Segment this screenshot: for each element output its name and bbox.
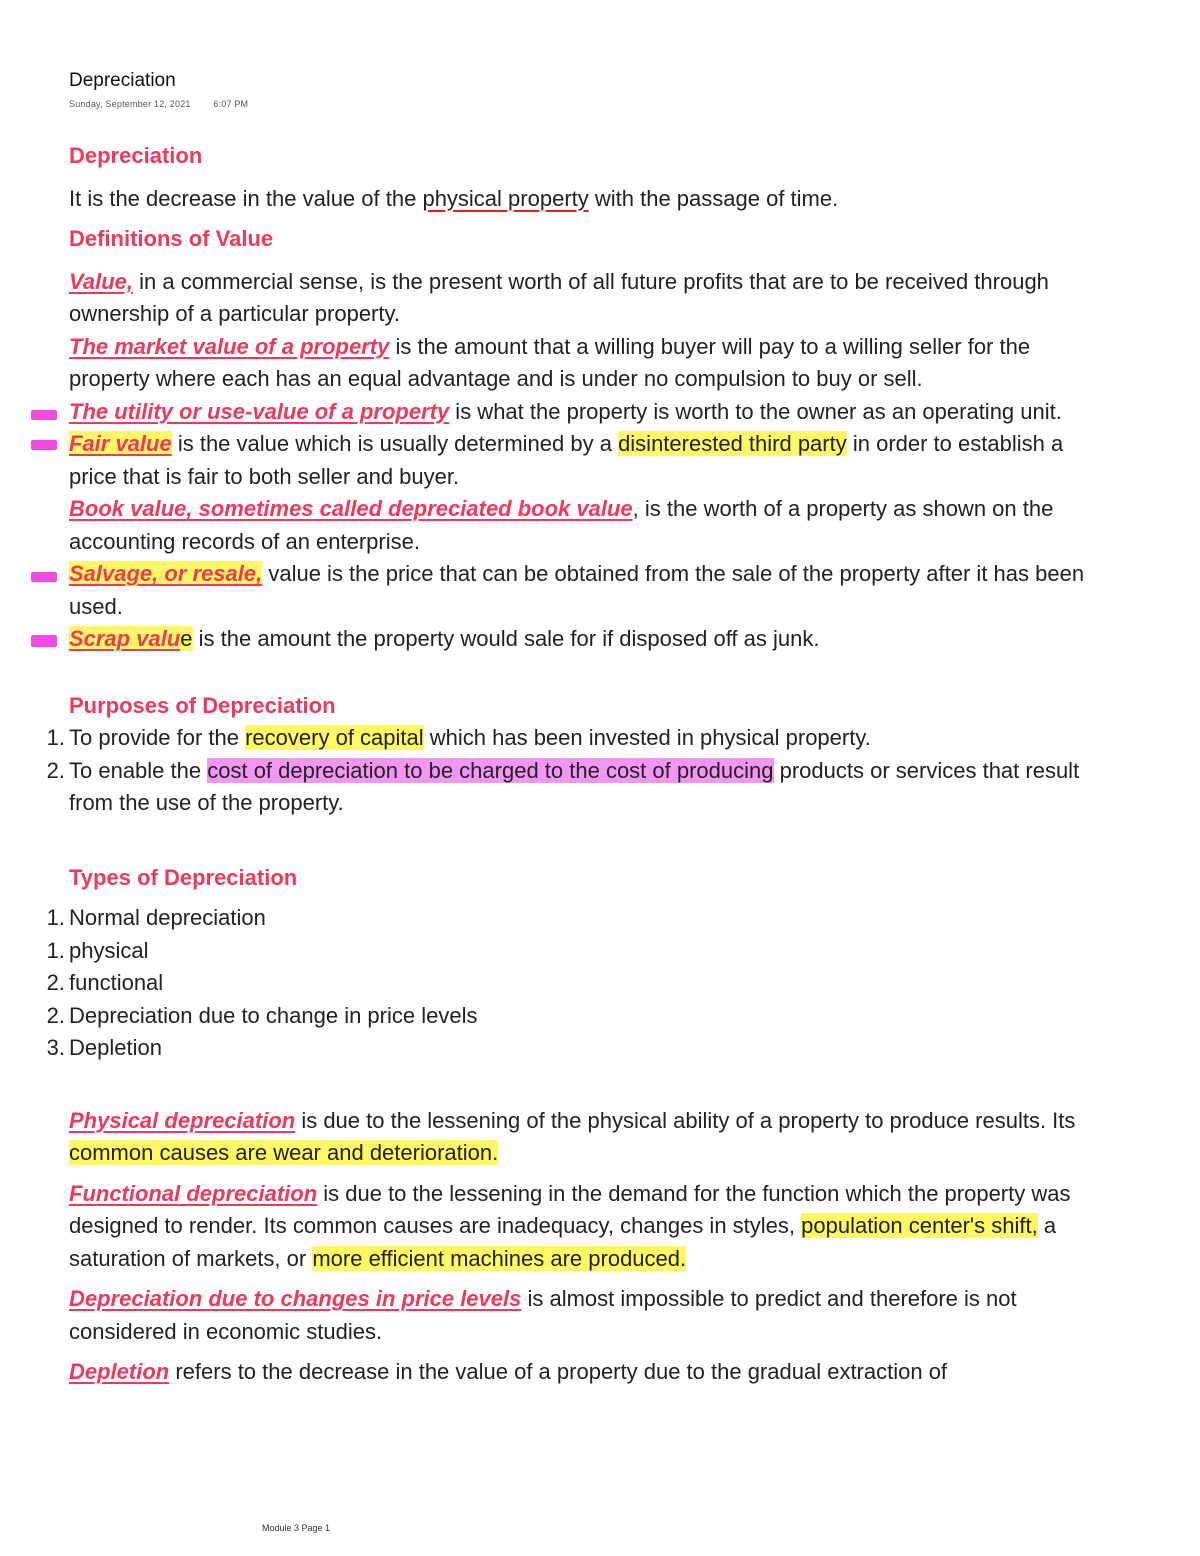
purpose-text-end: products or services that result from the use of the property. (69, 757, 1080, 815)
list-item (46, 722, 1099, 755)
def-value (69, 266, 1099, 331)
def-market-value (69, 331, 1099, 396)
list-item (46, 755, 1099, 820)
depletion-text: refers to the decrease in the value of a property due to the gradual extraction of (169, 1359, 948, 1384)
list-number: 1. (46, 905, 65, 930)
def-value-text: in a commercial sense, is the present worth of all future profits that are to be received through ownership of a particular property. (69, 268, 1049, 326)
term-market-value: The market value of a property (69, 333, 390, 359)
highlight-cost-of-depreciation: cost of depreciation to be charged to the cost of producing (207, 757, 774, 783)
term-depletion: Depletion (69, 1359, 170, 1384)
list-number: 1. (46, 937, 65, 963)
highlight-disinterested-third-party: disinterested third party (618, 431, 847, 456)
term-physical-depreciation: Physical depreciation (69, 1107, 296, 1133)
heading-types: Types of Depreciation (69, 864, 298, 890)
highlight-scrap-e: e (180, 626, 193, 651)
term-price-level-depreciation: Depreciation due to changes in price levels (69, 1286, 522, 1311)
term-fair-value: Fair value (69, 431, 172, 456)
term-salvage-value: Salvage, or resale, (69, 561, 263, 586)
def-fair-value (69, 428, 1099, 493)
list-item (46, 1032, 1099, 1065)
purposes-list (46, 722, 1099, 820)
physical-text: is due to the lessening of the physical ability of a property to produce results. Its (295, 1107, 1076, 1133)
definition-text-end: with the passage of time. (588, 185, 839, 211)
note-time: 6:07 PM (213, 99, 249, 109)
note-timestamp (69, 99, 268, 109)
def-market-text: is the amount that a willing buyer will pay to a willing seller for the property where each has an equal advantage and is under no compulsion to buy or sell. (69, 333, 1031, 391)
margin-marker (31, 410, 57, 420)
page-footer: Module 3 Page 1 (262, 1523, 331, 1533)
list-number: 2. (46, 1002, 65, 1028)
functional-text: is due to the lessening in the demand for the function which the property was designed to render. Its common causes are inadequacy, changes in styles, (69, 1180, 1071, 1238)
price-text: is almost impossible to predict and therefore is not considered in economic studies. (69, 1286, 1017, 1344)
note-date: Sunday, September 12, 2021 (69, 99, 191, 109)
types-list (46, 902, 1099, 1065)
term-book-value: Book value, sometimes called depreciated book value (69, 496, 633, 521)
type-text: Depreciation due to change in price levels (69, 1002, 478, 1028)
type-text: functional (69, 970, 164, 995)
term-functional-depreciation: Functional depreciation (69, 1180, 318, 1206)
definition-text: It is the decrease in the value of the (69, 185, 423, 211)
heading-purposes: Purposes of Depreciation (69, 692, 336, 718)
type-text: Normal depreciation (69, 905, 266, 930)
def-book-value (69, 493, 1099, 558)
type-text: Depletion (69, 1035, 162, 1060)
term-utility-value: The utility or use-value of a property (69, 398, 450, 424)
list-item (46, 967, 1099, 1000)
heading-depreciation: Depreciation (69, 143, 203, 168)
highlight-population-shift: population center's shift, (801, 1213, 1038, 1238)
list-item (46, 1000, 1099, 1033)
purpose-text: To provide for the (69, 725, 246, 750)
highlight-common-causes: common causes are wear and deterioration. (69, 1140, 499, 1165)
def-depletion (69, 1356, 1099, 1389)
purpose-text: To enable the (69, 757, 208, 783)
explanations-block (69, 1105, 1099, 1389)
def-salvage-text: value is the price that can be obtained from the sale of the property after it has been used. (69, 561, 1085, 619)
list-number: 1. (46, 725, 65, 750)
def-fair-text-end: in order to establish a price that is fair to both seller and buyer. (69, 431, 1064, 489)
list-item (46, 935, 1099, 968)
margin-marker (31, 635, 57, 647)
note-title: Depreciation (69, 70, 176, 91)
def-scrap-text: is the amount the property would sale for if disposed off as junk. (192, 626, 820, 651)
term-scrap-value: Scrap valu (69, 626, 181, 651)
def-physical (69, 1105, 1099, 1170)
def-fair-text: is the value which is usually determined by a (171, 431, 619, 456)
def-functional (69, 1178, 1099, 1276)
margin-marker (31, 440, 57, 450)
purpose-text-end: which has been invested in physical property. (423, 725, 871, 750)
physical-property-underlined: physical property (422, 185, 589, 211)
depreciation-definition (69, 183, 1099, 216)
list-number: 2. (46, 757, 65, 783)
def-price-levels (69, 1283, 1099, 1348)
highlight-efficient-machines: more efficient machines are produced. (312, 1245, 687, 1271)
type-text: physical (69, 937, 149, 963)
def-utility-text: is what the property is worth to the owner as an operating unit. (449, 398, 1062, 424)
functional-text-mid: a saturation of markets, or (69, 1213, 1057, 1271)
heading-definitions-of-value: Definitions of Value (69, 226, 274, 251)
note-content (46, 140, 1099, 1389)
def-salvage (69, 558, 1099, 623)
list-number: 3. (46, 1035, 65, 1060)
definitions-block (69, 266, 1099, 656)
highlight-recovery-of-capital: recovery of capital (245, 725, 424, 750)
list-item (46, 902, 1099, 935)
def-utility (69, 396, 1099, 429)
def-scrap (69, 623, 1099, 656)
list-number: 2. (46, 970, 65, 995)
margin-marker (31, 572, 57, 582)
term-value: Value, (69, 268, 133, 294)
def-book-text: , is the worth of a property as shown on the accounting records of an enterprise. (69, 496, 1054, 554)
